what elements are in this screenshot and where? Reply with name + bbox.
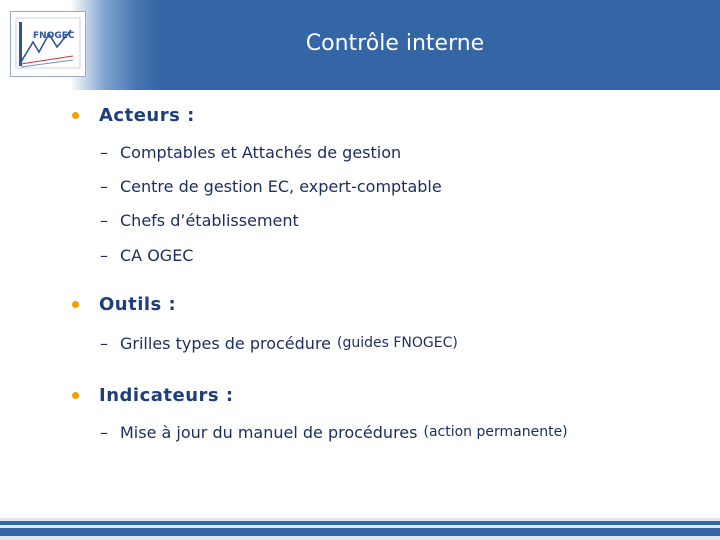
dash-icon: –	[100, 333, 108, 353]
section-acteurs	[72, 100, 195, 130]
list-item	[100, 207, 299, 233]
bullet-dot-icon	[72, 392, 79, 399]
section-heading: Indicateurs :	[99, 384, 234, 406]
list-item	[100, 173, 442, 199]
dash-icon: –	[100, 142, 108, 162]
footer-line	[0, 521, 720, 525]
section-outils	[72, 289, 176, 319]
list-item-note: (action permanente)	[423, 424, 568, 440]
list-item	[100, 419, 568, 445]
section-heading: Outils :	[99, 293, 177, 315]
list-item-text: CA OGEC	[120, 245, 194, 265]
slide-title: Contrôle interne	[305, 31, 485, 56]
list-item	[100, 139, 401, 165]
list-item-text: Comptables et Attachés de gestion	[120, 142, 402, 162]
bullet-dot-icon	[72, 112, 79, 119]
list-item-text: Mise à jour du manuel de procédures	[120, 422, 418, 442]
list-item-note: (guides FNOGEC)	[337, 335, 458, 351]
section-heading: Acteurs :	[99, 104, 195, 126]
footer-line	[0, 528, 720, 536]
list-item-text: Grilles types de procédure	[120, 333, 332, 353]
dash-icon: –	[100, 176, 108, 196]
list-item-text: Chefs d’établissement	[120, 210, 299, 230]
list-item	[100, 242, 193, 268]
logo-text: FNOGEC	[33, 31, 75, 41]
bullet-dot-icon	[72, 301, 79, 308]
list-item	[100, 330, 458, 356]
dash-icon: –	[100, 422, 108, 442]
list-item-text: Centre de gestion EC, expert-comptable	[120, 176, 442, 196]
dash-icon: –	[100, 245, 108, 265]
dash-icon: –	[100, 210, 108, 230]
section-indicateurs	[72, 380, 234, 410]
